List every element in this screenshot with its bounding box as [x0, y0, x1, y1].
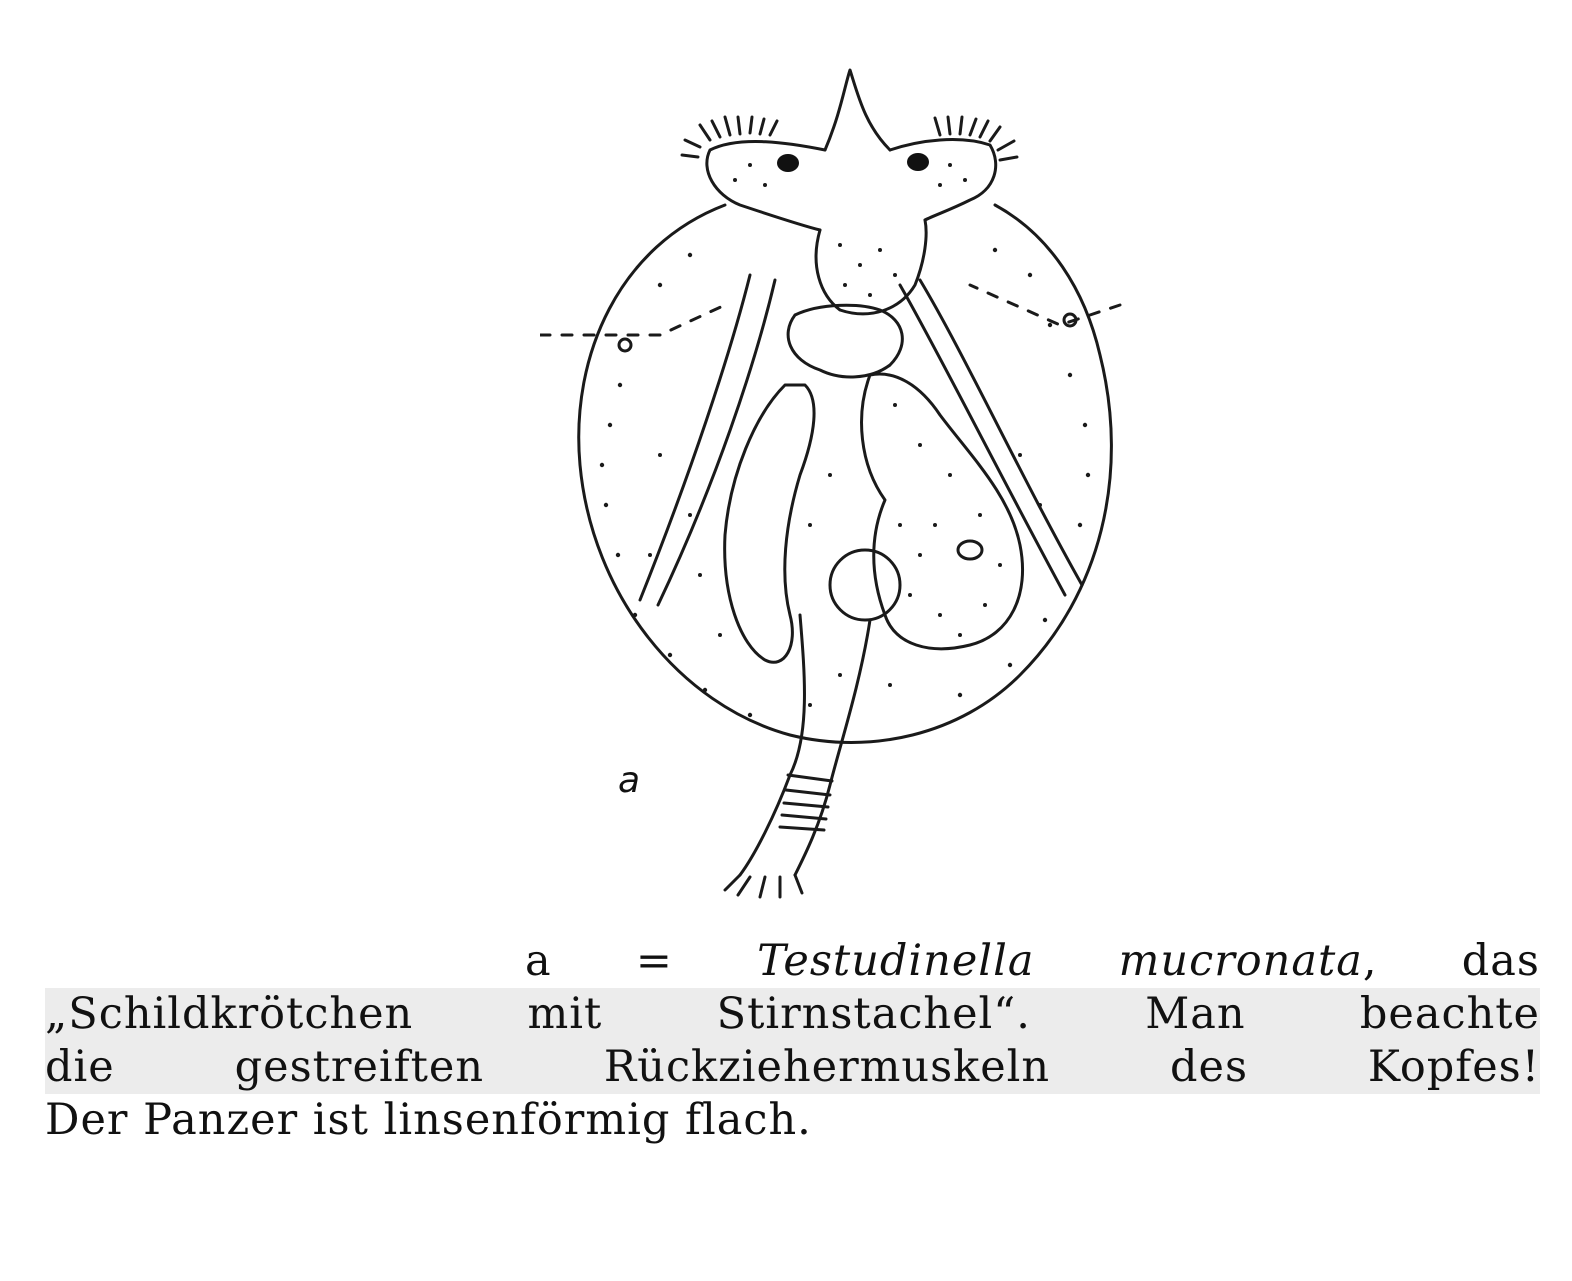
right-antenna [970, 285, 1120, 325]
caption-line-4: Der Panzer ist linsenförmig flach. [45, 1095, 812, 1145]
caption-line-2: „Schildkrötchen mit Stirnstachel“. Man beachte [45, 989, 1540, 1039]
left-retractor-muscle [640, 275, 750, 600]
species-name: Testudinella mucronata [757, 936, 1363, 986]
figure-caption [45, 935, 1540, 1147]
toe-bristles [725, 875, 802, 897]
caption-suffix: , das [1362, 936, 1540, 986]
left-eyespot [777, 154, 799, 172]
right-head-lobe [890, 140, 996, 220]
foot [740, 615, 804, 875]
frontal-spine [825, 70, 890, 150]
left-cilia [682, 117, 777, 157]
small-spot [958, 541, 982, 559]
caption-prefix: a = [525, 936, 758, 986]
figure-label: a [618, 760, 641, 801]
stippling [600, 163, 1090, 717]
right-eyespot [907, 153, 929, 171]
caption-line-1 [45, 935, 1540, 988]
bladder [830, 550, 900, 620]
mastax [788, 305, 902, 377]
right-organ [862, 374, 1023, 649]
left-antenna [540, 305, 725, 335]
caption-line-3: die gestreiften Rückziehermuskeln des Kopfes! [45, 1042, 1540, 1092]
